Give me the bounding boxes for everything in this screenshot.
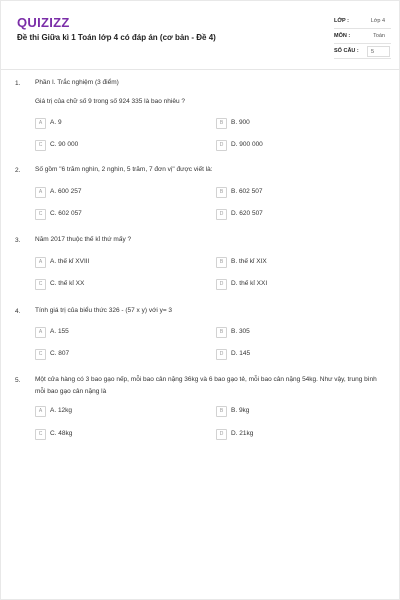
option-label: C. thế kỉ XX [50,280,85,287]
meta-key: LỚP : [334,18,349,24]
option-label: A. 155 [50,328,69,335]
meta-value: Lớp 4 [370,18,385,24]
option-label: D. 21kg [231,430,254,437]
option-label: B. thế kỉ XIX [231,258,267,265]
question-number: 2. [15,167,21,174]
option-letter: B [216,327,227,338]
meta-key: SỐ CÂU : [334,48,359,54]
option-letter: A [35,327,46,338]
option-label: B. 305 [231,328,250,335]
option-letter: B [216,257,227,268]
meta-key: MÔN : [334,33,351,39]
option-letter: B [216,118,227,129]
option-letter: C [35,349,46,360]
meta-value: Toán [373,33,385,39]
meta-row-grade [334,14,391,29]
option-letter: A [35,118,46,129]
option-label: C. 48kg [50,430,73,437]
option-label: B. 602 507 [231,188,263,195]
option-label: D. 900 000 [231,141,263,148]
option-letter: D [216,140,227,151]
option-letter: D [216,279,227,290]
option-label: C. 90 000 [50,141,79,148]
option-label: B. 900 [231,119,250,126]
question-text: Phần I. Trắc nghiệm (3 điểm) [35,79,119,86]
meta-row-subject [334,29,391,44]
option-label: C. 602 057 [50,210,82,217]
option-letter: D [216,209,227,220]
meta-value: 5 [371,49,375,55]
option-label: A. thế kỉ XVIII [50,258,90,265]
option-label: B. 9kg [231,407,250,414]
question-number: 5. [15,377,21,384]
header-divider [1,69,400,70]
option-letter: C [35,140,46,151]
question-text: Năm 2017 thuộc thế kỉ thứ mấy ? [35,236,132,243]
quizizz-logo: QUIZIZZ [17,15,70,30]
option-letter: C [35,209,46,220]
question-text: Số gồm "6 trăm nghìn, 2 nghìn, 5 trăm, 7 đơn vị" được viết là: [35,166,213,173]
option-letter: B [216,187,227,198]
option-letter: A [35,257,46,268]
meta-panel [334,14,391,59]
option-label: A. 600 257 [50,188,82,195]
question-count-box [367,46,390,57]
question-number: 3. [15,237,21,244]
option-letter: B [216,406,227,417]
question-number: 1. [15,80,21,87]
option-label: A. 12kg [50,407,73,414]
question-text: Một cửa hàng có 3 bao gạo nếp, mỗi bao cân nặng 36kg và 6 bao gạo tẻ, mỗi bao cân nặng 54kg. Như vậy, trung bình mỗi bao gạo cân nặng là [35,376,377,395]
option-letter: A [35,187,46,198]
question-number: 4. [15,308,21,315]
option-letter: A [35,406,46,417]
option-label: D. 620 507 [231,210,263,217]
meta-row-question-count [334,44,391,59]
document-title: Đề thi Giữa kì 1 Toán lớp 4 có đáp án (cơ bản - Đề 4) [17,33,216,42]
option-label: D. thế kỉ XXI [231,280,268,287]
option-letter: D [216,429,227,440]
option-label: D. 145 [231,350,251,357]
option-letter: C [35,279,46,290]
question-text: Tính giá trị của biểu thức 326 - (57 x y) với y= 3 [35,307,173,314]
option-letter: C [35,429,46,440]
question-subtext: Giá trị của chữ số 9 trong số 924 335 là bao nhiêu ? [35,98,185,105]
option-letter: D [216,349,227,360]
option-label: A. 9 [50,119,62,126]
option-label: C. 807 [50,350,70,357]
